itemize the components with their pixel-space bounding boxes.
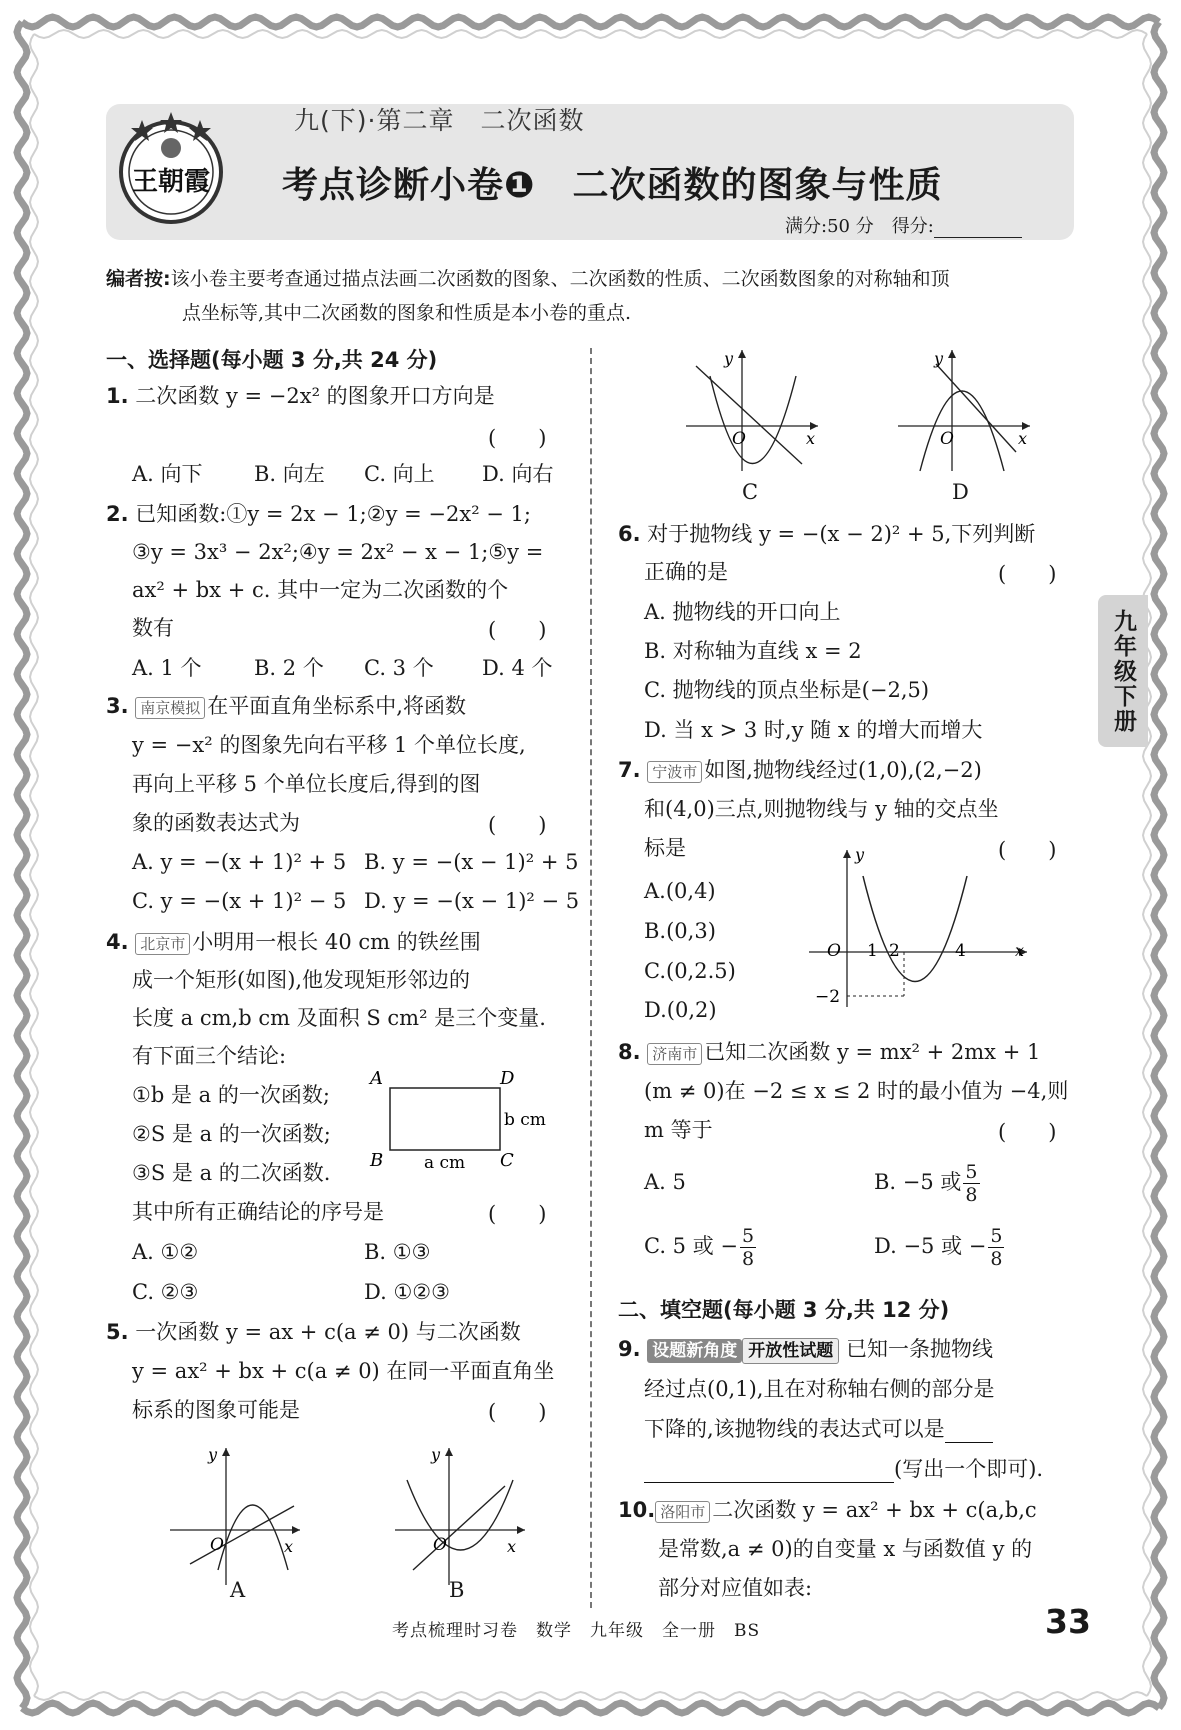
q3-opt-a: A. y = −(x + 1)² + 5	[132, 850, 347, 874]
q4-line4: 有下面三个结论:	[132, 1044, 287, 1068]
q7-opt-c: C.(0,2.5)	[644, 959, 736, 983]
q4-rectangle-figure	[368, 1068, 548, 1172]
q4-opt-a: A. ①②	[132, 1240, 199, 1264]
q4-opt-c: C. ②③	[132, 1280, 199, 1304]
score-line	[785, 212, 1022, 238]
question-1	[106, 382, 495, 410]
q4-answer-bracket[interactable]: ( )	[488, 1202, 547, 1226]
q6-line1: 对于抛物线 y = −(x − 2)² + 5,下列判断	[647, 522, 1036, 546]
svg-text:y: y	[208, 1445, 218, 1464]
editor-note-line1: 该小卷主要考查通过描点法画二次函数的图象、二次函数的性质、二次函数图象的对称轴和顶	[170, 268, 950, 290]
page-title: 考点诊断小卷❶ 二次函数的图象与性质	[282, 165, 943, 206]
page-number: 33	[1045, 1602, 1091, 1641]
q2-line1: 已知函数:①y = 2x − 1;②y = −2x² − 1;	[135, 502, 531, 526]
q5-graph-c	[680, 346, 830, 476]
q4-line1: 小明用一根长 40 cm 的铁丝围	[192, 930, 481, 954]
q1-opt-b: B. 向左	[254, 462, 325, 486]
q5-graph-d	[892, 346, 1042, 476]
q7-source-tag: 宁波市	[647, 761, 702, 783]
q3-answer-bracket[interactable]: ( )	[488, 813, 547, 837]
q4-number: 4.	[106, 930, 129, 954]
q7-line2: 和(4,0)三点,则抛物线与 y 轴的交点坐	[644, 797, 999, 821]
q2-opt-b: B. 2 个	[254, 656, 324, 680]
q4-label-bcm: b cm	[504, 1110, 546, 1130]
q5-caption-d: D	[952, 480, 969, 504]
q2-answer-bracket[interactable]: ( )	[488, 618, 547, 642]
question-2	[106, 500, 531, 528]
svg-text:−2: −2	[815, 987, 841, 1007]
q9-line4: (写出一个即可).	[644, 1455, 1043, 1483]
question-7	[618, 756, 982, 784]
q4-line2: 成一个矩形(如图),他发现矩形邻边的	[132, 968, 471, 992]
question-8	[618, 1038, 1040, 1066]
section-title-fill: 二、填空题(每小题 3 分,共 12 分)	[618, 1298, 950, 1322]
column-divider	[590, 348, 592, 1608]
svg-text:x: x	[1015, 941, 1025, 960]
question-3	[106, 692, 466, 720]
q8-source-tag: 济南市	[647, 1043, 702, 1065]
q2-opt-d: D. 4 个	[482, 656, 553, 680]
q9-badge-open: 开放性试题	[742, 1338, 839, 1364]
q5-graph-b	[385, 1440, 535, 1590]
q8-opt-d: D. −5 或 − $\frac{5}{8}$	[874, 1225, 1003, 1270]
q3-line3: 再向上平移 5 个单位长度后,得到的图	[132, 772, 481, 796]
q4-line3: 长度 a cm,b cm 及面积 S cm² 是三个变量.	[132, 1006, 546, 1030]
q4-line5: 其中所有正确结论的序号是	[132, 1200, 384, 1224]
q5-line3: 标系的图象可能是	[132, 1398, 300, 1422]
q4-source-tag: 北京市	[135, 933, 190, 955]
svg-text:y: y	[934, 349, 944, 368]
q7-parabola-graph	[805, 842, 1035, 1012]
svg-text:O: O	[433, 1535, 447, 1555]
q4-opt-b: B. ①③	[364, 1240, 431, 1264]
q5-caption-b: B	[449, 1578, 465, 1602]
q3-opt-d: D. y = −(x − 1)² − 5	[364, 889, 580, 913]
q7-opt-a: A.(0,4)	[644, 879, 716, 903]
q8-line2: (m ≠ 0)在 −2 ≤ x ≤ 2 时的最小值为 −4,则	[644, 1079, 1069, 1103]
svg-text:x: x	[1018, 429, 1028, 448]
q9-answer-blank-2[interactable]	[644, 1463, 894, 1483]
q6-opt-a: A. 抛物线的开口向上	[644, 600, 841, 624]
editor-note	[106, 262, 1081, 330]
section-title-choice: 一、选择题(每小题 3 分,共 24 分)	[106, 348, 438, 372]
logo-text: 王朝霞	[131, 167, 211, 197]
q8-line1: 已知二次函数 y = mx² + 2mx + 1	[704, 1040, 1041, 1064]
q6-answer-bracket[interactable]: ( )	[998, 562, 1057, 586]
q1-opt-d: D. 向右	[482, 462, 554, 486]
q3-line1: 在平面直角坐标系中,将函数	[207, 694, 466, 718]
q4-rect-shape	[390, 1088, 500, 1150]
chapter-label: 九(下)·第二章 二次函数	[294, 106, 585, 135]
q2-line3: ax² + bx + c. 其中一定为二次函数的个	[132, 578, 509, 602]
editor-note-line2: 点坐标等,其中二次函数的图象和性质是本小卷的重点.	[182, 302, 632, 324]
q6-opt-d: D. 当 x > 3 时,y 随 x 的增大而增大	[644, 718, 983, 742]
q4-label-b: B	[370, 1150, 384, 1171]
svg-text:O: O	[827, 941, 841, 961]
q7-line1: 如图,抛物线经过(1,0),(2,−2)	[704, 758, 982, 782]
brand-logo	[112, 108, 230, 226]
q4-label-acm: a cm	[424, 1153, 466, 1172]
svg-text:x: x	[284, 1537, 294, 1556]
svg-text:4: 4	[955, 941, 966, 961]
q4-opt-d: D. ①②③	[364, 1280, 450, 1304]
question-4	[106, 928, 481, 956]
q2-line4: 数有	[132, 616, 174, 640]
svg-text:x: x	[806, 429, 816, 448]
q9-badge-new-angle: 设题新角度	[647, 1339, 742, 1363]
q6-opt-c: C. 抛物线的顶点坐标是(−2,5)	[644, 678, 930, 702]
q5-line1: 一次函数 y = ax + c(a ≠ 0) 与二次函数	[135, 1320, 521, 1344]
q9-line2: 经过点(0,1),且在对称轴右侧的部分是	[644, 1377, 995, 1401]
svg-text:y: y	[431, 1445, 441, 1464]
q7-opt-d: D.(0,2)	[644, 998, 717, 1022]
q2-opt-a: A. 1 个	[132, 656, 202, 680]
q3-opt-c: C. y = −(x + 1)² − 5	[132, 889, 347, 913]
q8-answer-bracket[interactable]: ( )	[998, 1120, 1057, 1144]
q4-label-d: D	[500, 1068, 515, 1089]
q7-opt-b: B.(0,3)	[644, 919, 716, 943]
q3-number: 3.	[106, 694, 129, 718]
q7-answer-bracket[interactable]: ( )	[998, 838, 1057, 862]
q8-line3: m 等于	[644, 1118, 713, 1142]
q3-line2: y = −x² 的图象先向右平移 1 个单位长度,	[132, 733, 526, 757]
question-5	[106, 1318, 521, 1346]
q3-opt-b: B. y = −(x − 1)² + 5	[364, 850, 579, 874]
q8-opt-b: B. −5 或 $\frac{5}{8}$	[874, 1161, 978, 1206]
svg-text:O: O	[210, 1535, 224, 1555]
q10-line3: 部分对应值如表:	[658, 1576, 813, 1600]
q9-line3: 下降的,该抛物线的表达式可以是	[644, 1415, 993, 1443]
q5-number: 5.	[106, 1320, 129, 1344]
q6-opt-b: B. 对称轴为直线 x = 2	[644, 639, 862, 663]
question-10	[618, 1496, 1037, 1524]
q5-answer-bracket[interactable]: ( )	[488, 1400, 547, 1424]
q6-number: 6.	[618, 522, 641, 546]
q5-caption-a: A	[230, 1578, 246, 1602]
q5-caption-c: C	[742, 480, 759, 504]
question-6	[618, 520, 1035, 548]
q7-number: 7.	[618, 758, 641, 782]
q1-text: 二次函数 y = −2x² 的图象开口方向是	[135, 384, 495, 408]
q1-opt-c: C. 向上	[364, 462, 435, 486]
q8-number: 8.	[618, 1040, 641, 1064]
question-9	[618, 1335, 993, 1364]
q10-line1: 二次函数 y = ax² + bx + c(a,b,c	[712, 1498, 1037, 1522]
svg-text:1: 1	[867, 941, 878, 961]
svg-text:y: y	[855, 845, 865, 864]
q9-line1: 已知一条抛物线	[845, 1337, 993, 1361]
q1-answer-bracket[interactable]: ( )	[488, 426, 547, 450]
q3-source-tag: 南京模拟	[135, 697, 205, 719]
q6-line2: 正确的是	[644, 560, 728, 584]
svg-text:O: O	[940, 429, 954, 449]
q2-opt-c: C. 3 个	[364, 656, 434, 680]
score-text: 满分:50 分 得分:	[785, 216, 934, 237]
q9-answer-blank-1[interactable]	[945, 1423, 993, 1443]
q4-conclusion-3: ③S 是 a 的二次函数.	[132, 1161, 331, 1185]
q2-line2: ③y = 3x³ − 2x²;④y = 2x² − x − 1;⑤y =	[132, 540, 544, 564]
q4-label-a: A	[370, 1068, 383, 1089]
svg-text:y: y	[724, 349, 734, 368]
svg-text:x: x	[507, 1537, 517, 1556]
q4-conclusion-2: ②S 是 a 的一次函数;	[132, 1122, 331, 1146]
q8-opt-a: A. 5	[644, 1170, 686, 1194]
q4-conclusion-1: ①b 是 a 的一次函数;	[132, 1083, 330, 1107]
q1-opt-a: A. 向下	[132, 462, 203, 486]
q1-number: 1.	[106, 384, 129, 408]
q5-graph-a	[160, 1440, 310, 1590]
grade-side-tab: 九年级下册	[1098, 595, 1148, 747]
svg-text:O: O	[732, 429, 746, 449]
editor-note-label: 编者按:	[106, 268, 171, 290]
q2-number: 2.	[106, 502, 129, 526]
q10-line2: 是常数,a ≠ 0)的自变量 x 与函数值 y 的	[658, 1537, 1033, 1561]
q8-opt-c: C. 5 或 − $\frac{5}{8}$	[644, 1225, 755, 1270]
q10-number: 10.	[618, 1498, 656, 1522]
score-blank[interactable]	[934, 224, 1022, 238]
q10-source-tag: 洛阳市	[655, 1501, 710, 1523]
svg-text:2: 2	[889, 941, 900, 961]
page-footer: 考点梳理时习卷 数学 九年级 全一册 BS	[392, 1621, 761, 1641]
q4-label-c: C	[500, 1150, 514, 1171]
q3-line4: 象的函数表达式为	[132, 811, 300, 835]
q9-number: 9.	[618, 1337, 641, 1361]
q5-line2: y = ax² + bx + c(a ≠ 0) 在同一平面直角坐	[132, 1359, 555, 1383]
q7-line3: 标是	[644, 836, 686, 860]
